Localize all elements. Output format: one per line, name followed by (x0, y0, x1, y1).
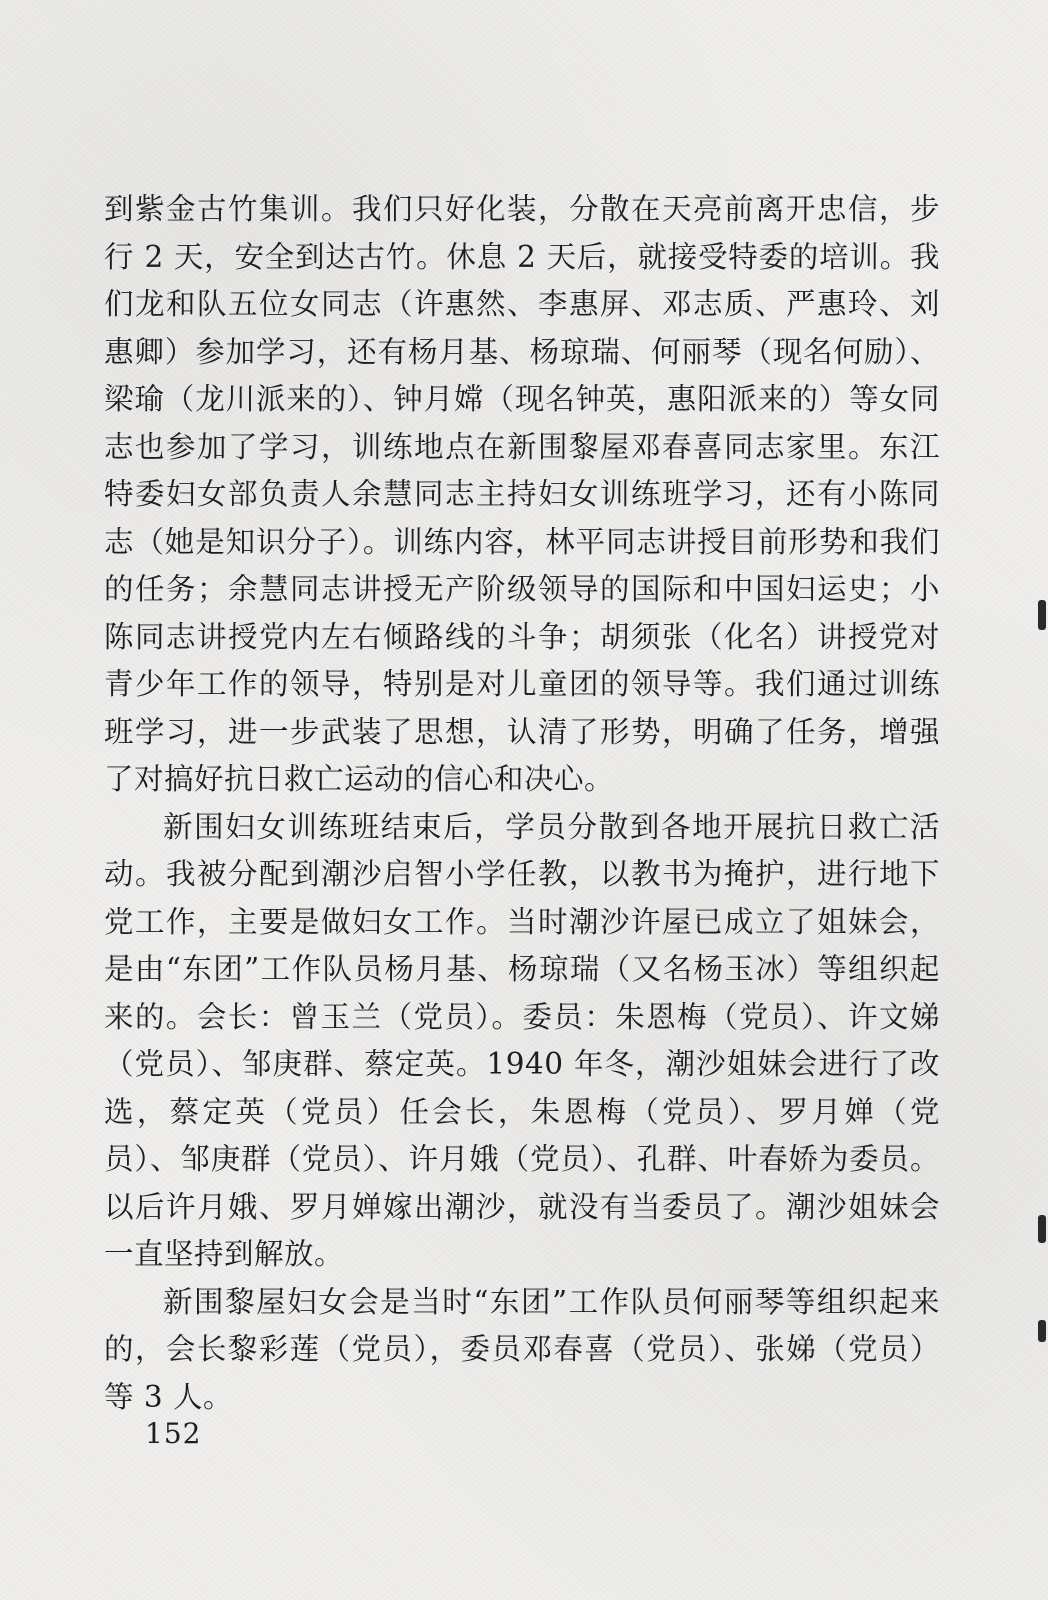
paragraph-2: 新围妇女训练班结束后，学员分散到各地开展抗日救亡活动。我被分配到潮沙启智小学任教，以教书为掩护，进行地下党工作，主要是做妇女工作。当时潮沙许屋已成立了姐妹会，是由“东团”工作队员杨月基、杨琼瑞（又名杨玉冰）等组织起来的。会长：曾玉兰（党员）。委员：朱恩梅（党员）、许文娣（党员）、邹庚群、蔡定英。1940 年冬，潮沙姐妹会进行了改选，蔡定英（党员）任会长，朱恩梅（党员）、罗月婵（党员）、邹庚群（党员）、许月娥（党员）、孔群、叶春娇为委员。以后许月娥、罗月婵嫁出潮沙，就没有当委员了。潮沙姐妹会一直坚持到解放。 (104, 809, 940, 1271)
scan-edge-mark (1038, 600, 1046, 630)
paragraph-1: 到紫金古竹集训。我们只好化装，分散在天亮前离开忠信，步行 2 天，安全到达古竹。休息 2 天后，就接受特委的培训。我们龙和队五位女同志（许惠然、李惠屏、邓志质、严惠玲、刘惠卿）参加学习，还有杨月基、杨琼瑞、何丽琴（现名何励）、梁瑜（龙川派来的）、钟月嫦（现名钟英，惠阳派来的）等女同志也参加了学习，训练地点在新围黎屋邓春喜同志家里。东江特委妇女部负责人余慧同志主持妇女训练班学习，还有小陈同志（她是知识分子）。训练内容，林平同志讲授目前形势和我们的任务；余慧同志讲授无产阶级领导的国际和中国妇运史；小陈同志讲授党内左右倾路线的斗争；胡须张（化名）讲授党对青少年工作的领导，特别是对儿童团的领导等。我们通过训练班学习，进一步武装了思想，认清了形势，明确了任务，增强了对搞好抗日救亡运动的信心和决心。 (104, 192, 940, 796)
scan-edge-mark (1038, 1215, 1046, 1243)
scan-edge-mark (1038, 1320, 1046, 1342)
page-number: 152 (145, 1417, 202, 1450)
body-text (104, 186, 940, 1421)
paragraph-3: 新围黎屋妇女会是当时“东团”工作队员何丽琴等组织起来的，会长黎彩莲（党员），委员邓春喜（党员）、张娣（党员）等 3 人。 (104, 1284, 940, 1414)
